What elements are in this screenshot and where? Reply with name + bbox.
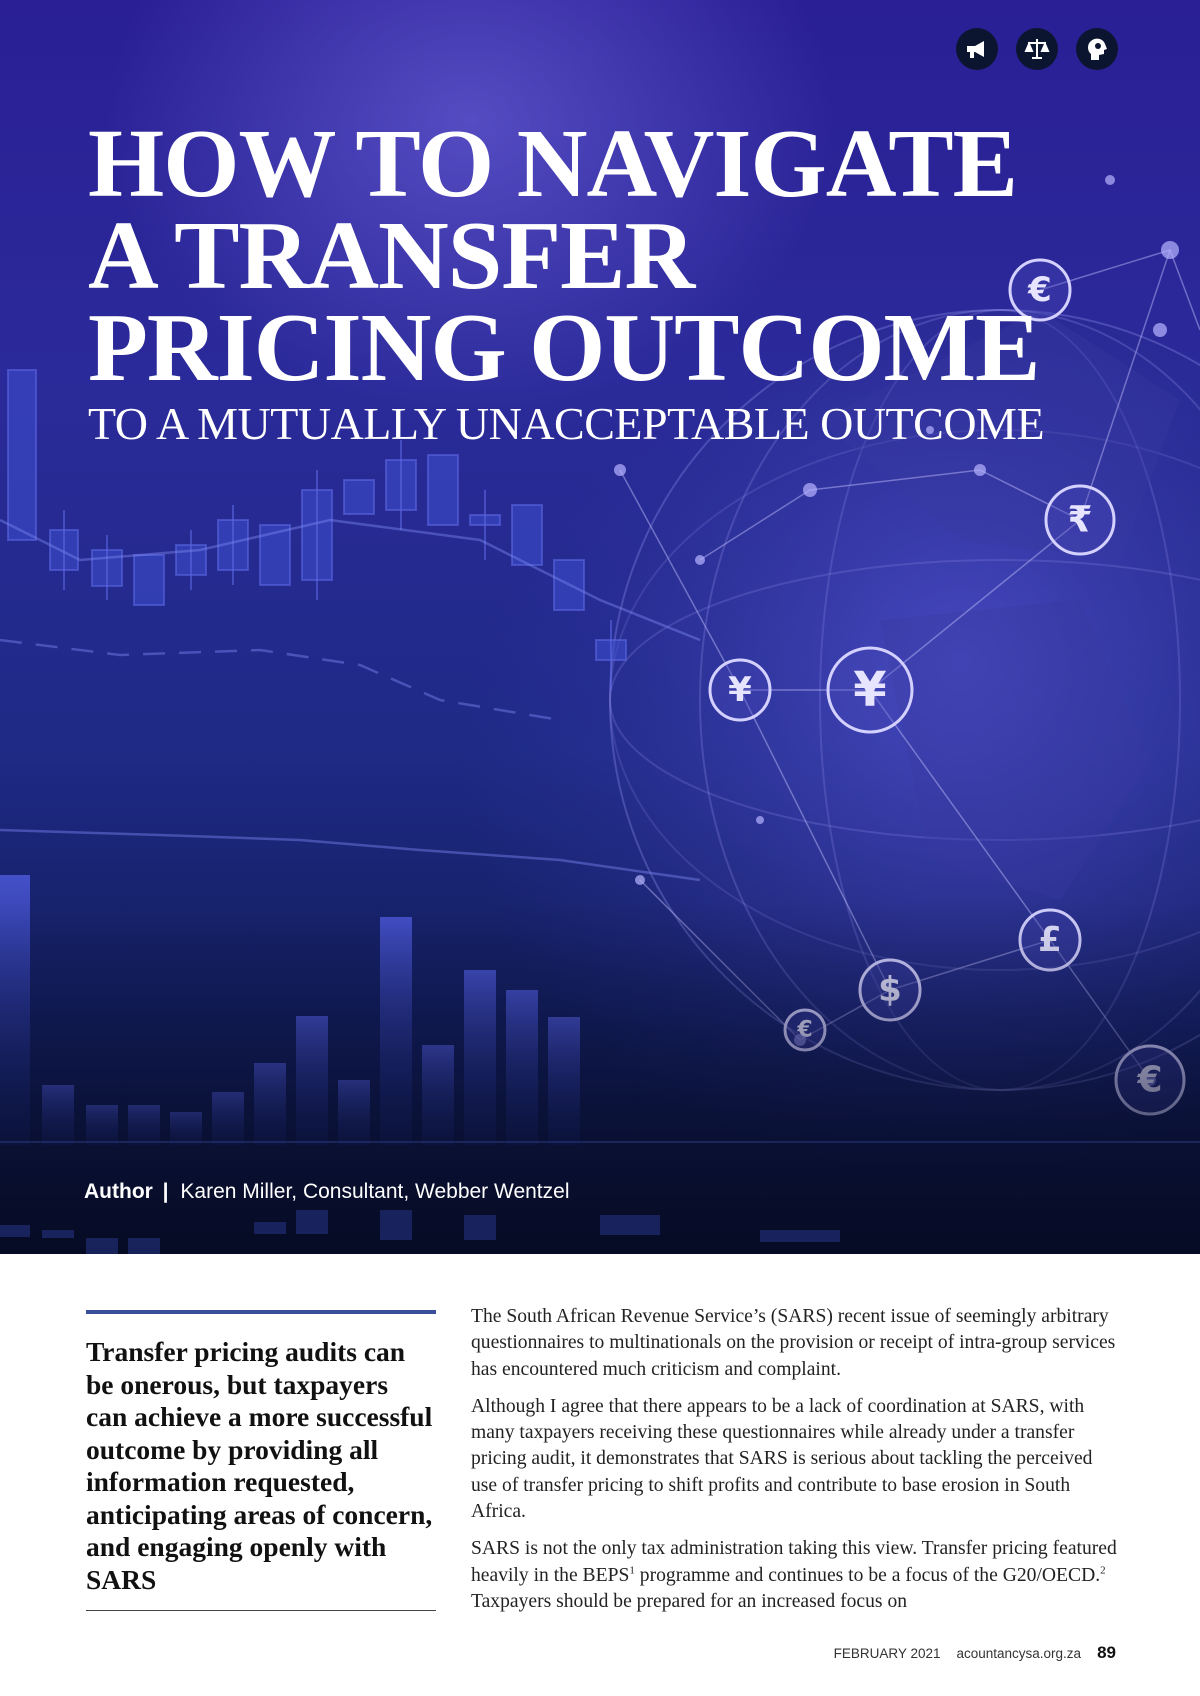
article-title bbox=[88, 110, 1148, 402]
paragraph: SARS is not the only tax administration taking this view. Transfer pricing featured heavily in the BEPS$^1$ programme and continues to be a focus of the G20/OECD.$^2$ Taxpayers should be prepared for an increased focus on bbox=[471, 1538, 1117, 1612]
pull-quote bbox=[86, 1310, 436, 1596]
yen-icon: ¥ bbox=[728, 670, 752, 710]
yen-icon: ¥ bbox=[853, 662, 887, 718]
title-line: A TRANSFER bbox=[88, 202, 695, 310]
author-label: Author bbox=[84, 1180, 153, 1203]
page-number: 89 bbox=[1097, 1643, 1116, 1662]
author-byline bbox=[84, 1180, 569, 1204]
euro-icon: € bbox=[1028, 270, 1052, 310]
paragraph: Although I agree that there appears to be a lack of coordination at SARS, with many taxpayers receiving these questionnaires while already under a transfer pricing audit, it demonstrates that SARS is serious about tackling the perceived use of transfer pricing to shift profits and contribute to base erosion in South Africa. bbox=[471, 1395, 1093, 1523]
title-line: HOW TO NAVIGATE bbox=[88, 110, 1018, 218]
author-separator: | bbox=[162, 1180, 169, 1203]
author-name: Karen Miller, Consultant, Webber Wentzel bbox=[180, 1180, 570, 1203]
article-subtitle: TO A MUTUALLY UNACCEPTABLE OUTCOME bbox=[88, 398, 1045, 449]
page-footer bbox=[820, 1643, 1116, 1663]
rupee-icon: ₹ bbox=[1067, 499, 1093, 541]
title-line: PRICING OUTCOME bbox=[88, 294, 1040, 402]
pull-quote-text: Transfer pricing audits can be onerous, but taxpayers can achieve a more successful outcome by providing all information requested, anticipating areas of concern, and engaging openly with SARS bbox=[86, 1336, 433, 1595]
pull-quote-divider bbox=[86, 1610, 436, 1611]
head-icon bbox=[1076, 28, 1118, 70]
footnote-ref: 2 bbox=[1100, 1564, 1106, 1577]
footnote-ref: 1 bbox=[629, 1564, 635, 1577]
scales-icon bbox=[1016, 28, 1058, 70]
article-body bbox=[471, 1304, 1119, 1626]
website-link[interactable]: acountancysa.org.za bbox=[956, 1646, 1082, 1661]
section-icons bbox=[956, 28, 1118, 70]
paragraph: The South African Revenue Service’s (SARS) recent issue of seemingly arbitrary questionnaires to multinationals on the provision or receipt of intra-group services has encountered much criticism and complaint. bbox=[471, 1306, 1116, 1380]
megaphone-icon bbox=[956, 28, 998, 70]
issue-date: FEBRUARY 2021 bbox=[833, 1646, 941, 1661]
